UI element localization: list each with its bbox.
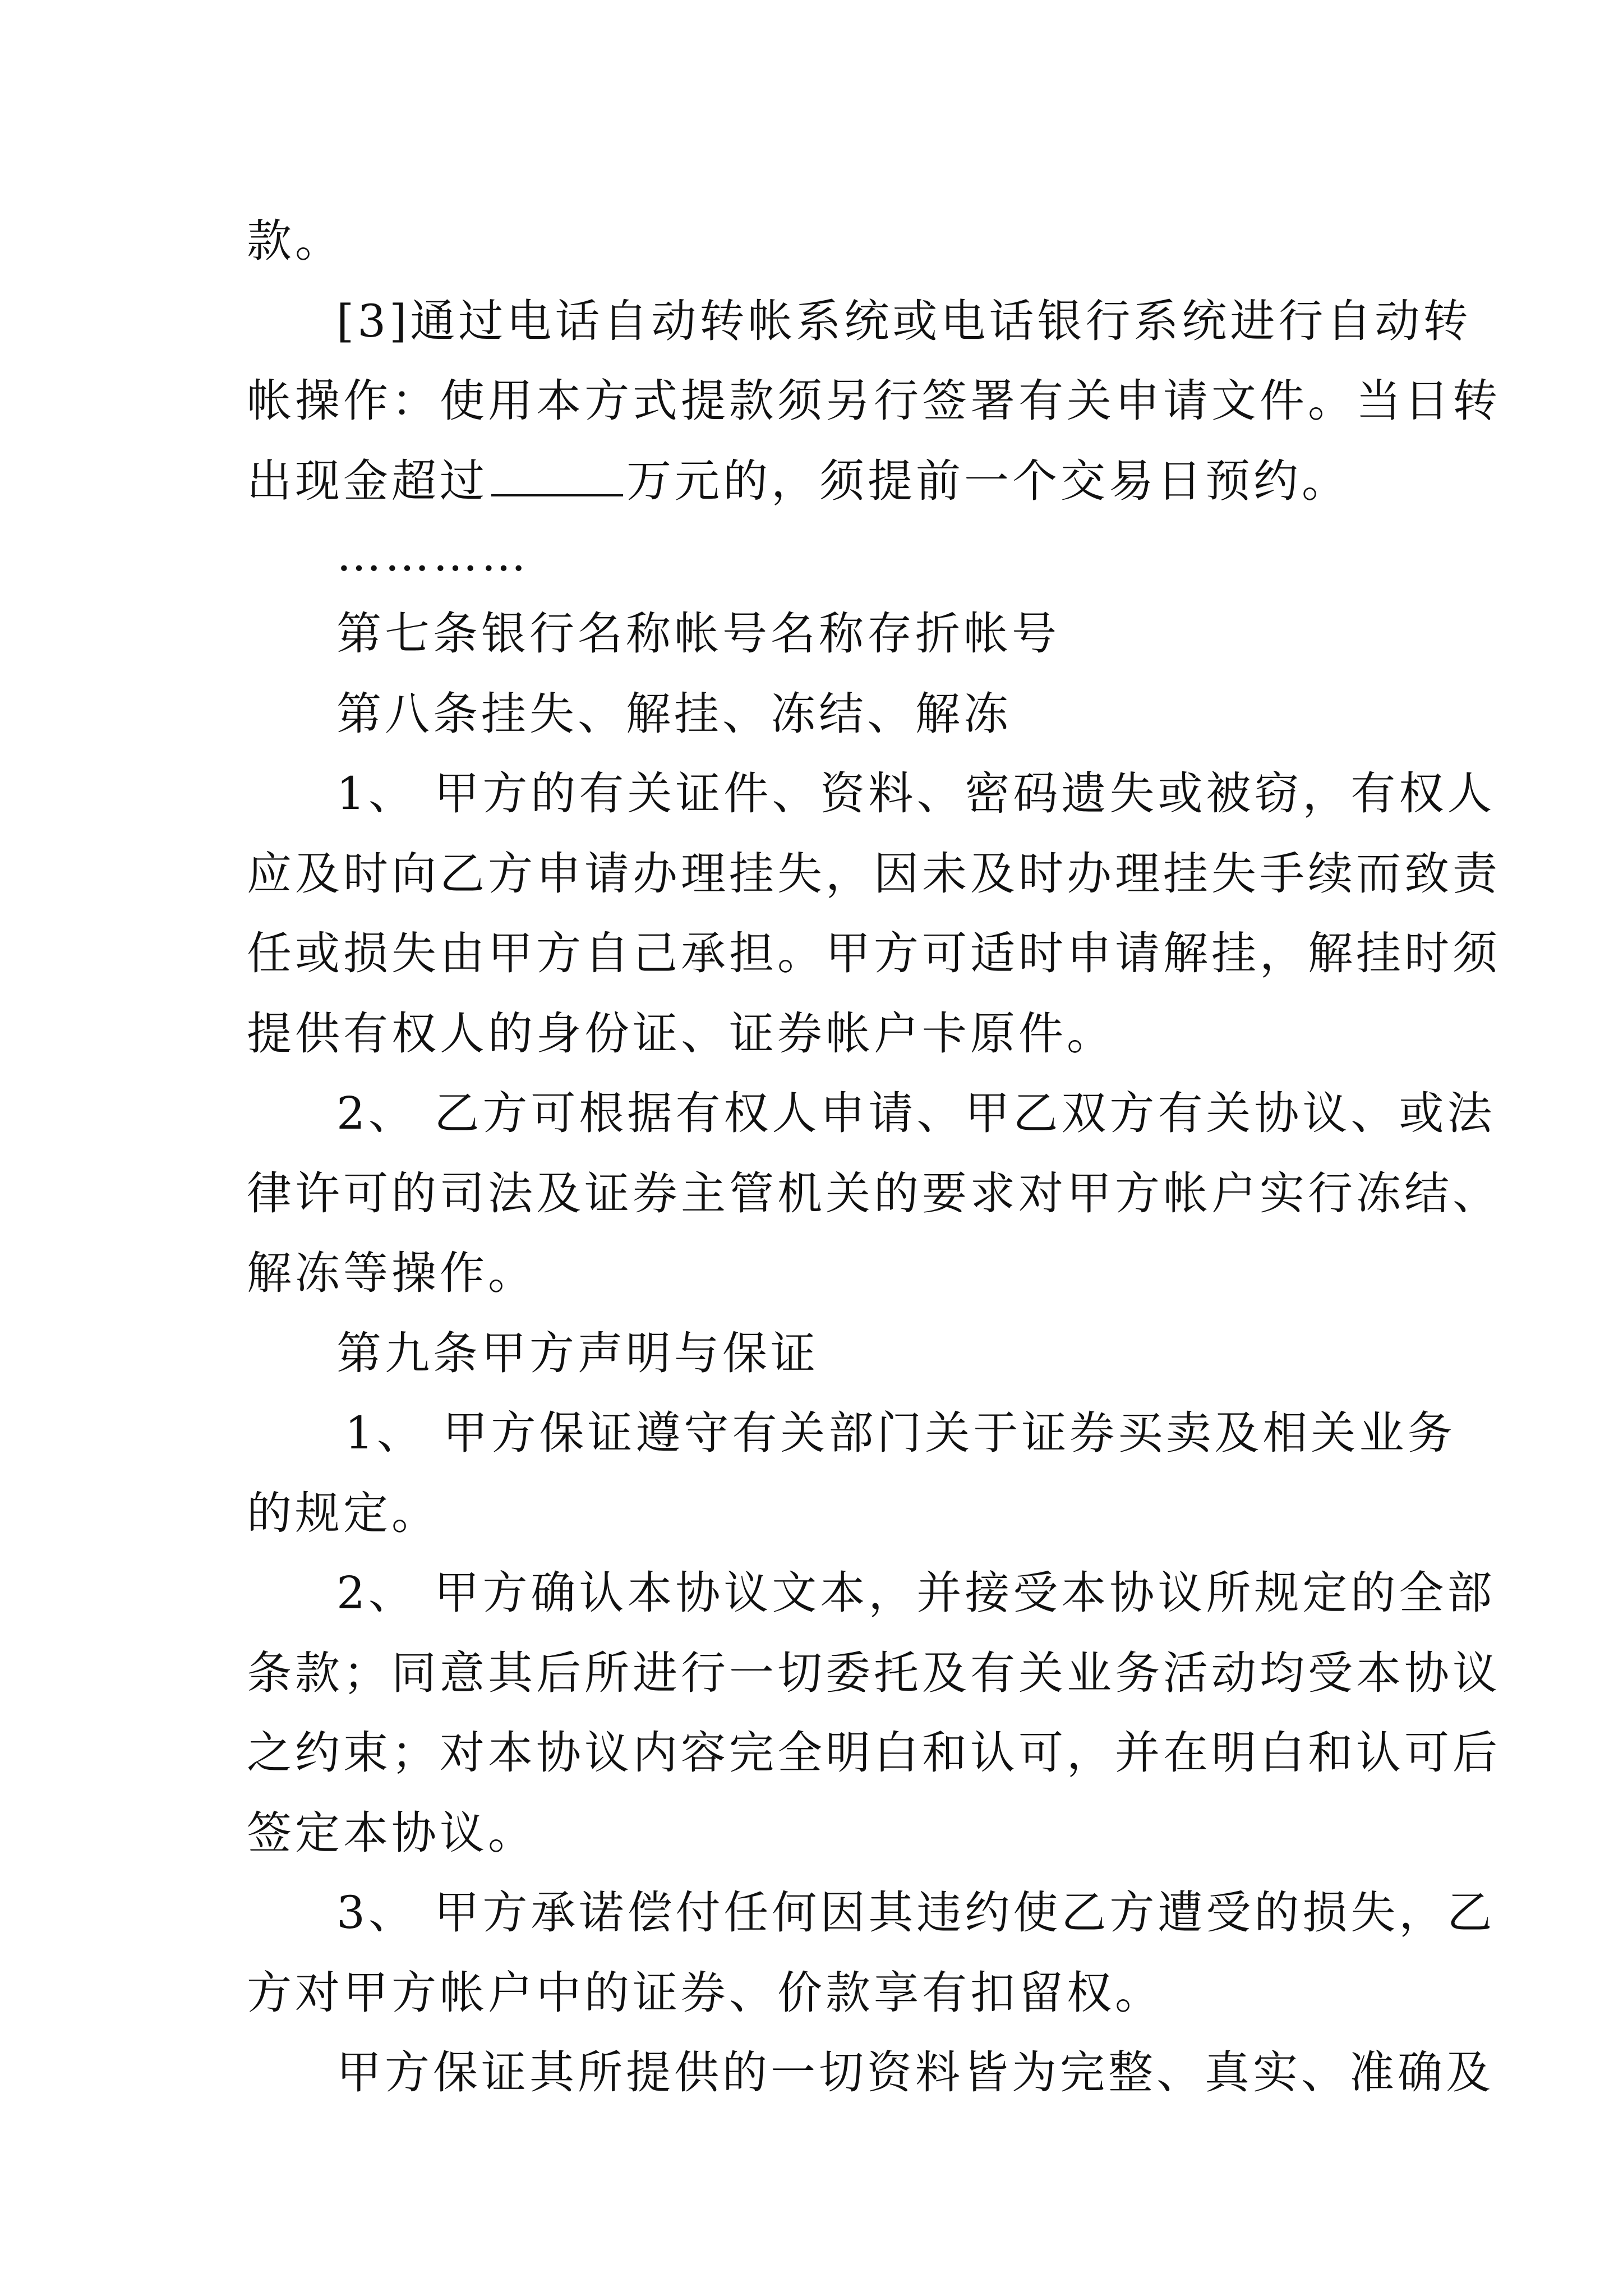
clause-line: 1、 甲方保证遵守有关部门关于证券买卖及相关业务 bbox=[345, 1407, 1456, 1459]
clause-line: 1、 甲方的有关证件、资料、密码遗失或被窃，有权人 bbox=[336, 767, 1496, 820]
text-line: 律许可的司法及证券主管机关的要求对甲方帐户实行冻结、 bbox=[247, 1167, 1501, 1220]
ellipsis-line: ………… bbox=[336, 529, 529, 581]
text-line: 帐操作：使用本方式提款须另行签署有关申请文件。当日转 bbox=[247, 375, 1501, 427]
text-line: 甲方保证其所提供的一切资料皆为完整、真实、准确及 bbox=[336, 2046, 1494, 2099]
text-line: 条款；同意其后所进行一切委托及有关业务活动均受本协议 bbox=[247, 1647, 1501, 1699]
fill-in-blank bbox=[491, 461, 623, 496]
text-segment: 出现金超过 bbox=[247, 455, 488, 507]
text-line: 解冻等操作。 bbox=[247, 1247, 536, 1299]
text-line: 款。 bbox=[247, 215, 343, 267]
text-line: 之约束；对本协议内容完全明白和认可，并在明白和认可后 bbox=[247, 1727, 1501, 1779]
clause-line: 3、 甲方承诺偿付任何因其违约使乙方遭受的损失，乙 bbox=[336, 1887, 1496, 1939]
article-heading: 第七条银行名称帐号名称存折帐号 bbox=[336, 608, 1060, 660]
text-segment: 万元的，须提前一个交易日预约。 bbox=[626, 455, 1350, 507]
text-line-with-blank bbox=[247, 453, 1396, 509]
text-line: [3]通过电话自动转帐系统或电话银行系统进行自动转 bbox=[336, 295, 1472, 347]
clause-line: 2、 乙方可根据有权人申请、甲乙双方有关协议、或法 bbox=[336, 1087, 1496, 1139]
article-heading: 第九条甲方声明与保证 bbox=[336, 1327, 819, 1379]
text-line: 提供有权人的身份证、证券帐户卡原件。 bbox=[247, 1007, 1115, 1060]
article-heading: 第八条挂失、解挂、冻结、解冻 bbox=[336, 688, 1012, 740]
clause-line: 2、 甲方确认本协议文本，并接受本协议所规定的全部 bbox=[336, 1567, 1496, 1619]
text-line: 任或损失由甲方自己承担。甲方可适时申请解挂，解挂时须 bbox=[247, 927, 1501, 979]
text-line: 签定本协议。 bbox=[247, 1807, 536, 1859]
text-line: 的规定。 bbox=[247, 1487, 440, 1539]
text-line: 方对甲方帐户中的证券、价款享有扣留权。 bbox=[247, 1967, 1163, 2019]
text-line: 应及时向乙方申请办理挂失，因未及时办理挂失手续而致责 bbox=[247, 848, 1501, 900]
